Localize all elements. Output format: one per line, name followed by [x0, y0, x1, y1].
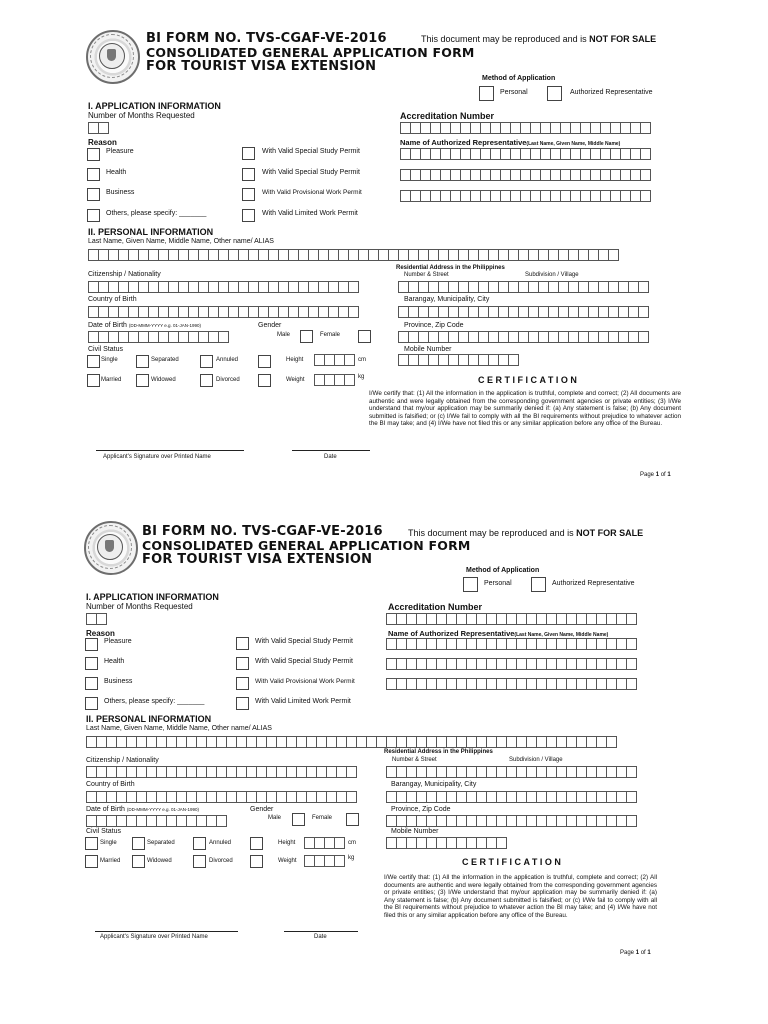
- reason-label-others: Others, please specify: _______: [106, 210, 207, 217]
- form-title-line2: FOR TOURIST VISA EXTENSION: [146, 59, 377, 74]
- height-field[interactable]: [304, 837, 344, 849]
- permit-label-study-2: With Valid Special Study Permit: [262, 169, 360, 176]
- permit-checkbox-limited-work[interactable]: [236, 697, 249, 710]
- authorized-rep-row-3[interactable]: [386, 678, 636, 690]
- method-of-application-label: Method of Application: [482, 75, 556, 82]
- weight-checkbox[interactable]: [258, 374, 271, 387]
- province-zip-label: Province, Zip Code: [404, 322, 464, 329]
- authorized-rep-label: Name of Authorized Representative(Last Name, Given Name, Middle Name): [400, 138, 621, 147]
- barangay-label: Barangay, Municipality, City: [404, 296, 490, 303]
- weight-field[interactable]: [314, 374, 354, 386]
- reason-checkbox-pleasure[interactable]: [85, 638, 98, 651]
- authorized-rep-row-1[interactable]: [386, 638, 636, 650]
- date-line: [292, 450, 370, 451]
- reproduction-notice: This document may be reproduced and is NOT FOR SALE: [421, 34, 657, 44]
- citizenship-field[interactable]: [86, 766, 356, 778]
- authorized-rep-row-2[interactable]: [386, 658, 636, 670]
- civil-checkbox-divorced[interactable]: [200, 374, 213, 387]
- page-indicator: Page 1 of 1: [620, 950, 651, 956]
- accreditation-number-label: Accreditation Number: [400, 111, 495, 121]
- civil-label-single: Single: [101, 357, 118, 363]
- reason-checkbox-business[interactable]: [85, 677, 98, 690]
- civil-checkbox-single[interactable]: [87, 355, 100, 368]
- method-authorized-label: Authorized Representative: [570, 89, 653, 96]
- form-title-line1: CONSOLIDATED GENERAL APPLICATION FORM: [142, 538, 471, 553]
- height-field[interactable]: [314, 354, 354, 366]
- height-label: Height: [286, 357, 304, 363]
- height-unit: cm: [348, 840, 356, 846]
- civil-label-annuled: Annuled: [216, 357, 239, 363]
- reason-checkbox-health[interactable]: [85, 657, 98, 670]
- certification-heading: CERTIFICATION: [462, 857, 564, 867]
- civil-label-widowed: Widowed: [147, 858, 172, 864]
- form-number: BI FORM NO. TVS-CGAF-VE-2016: [146, 31, 387, 46]
- civil-checkbox-single[interactable]: [85, 837, 98, 850]
- permit-label-limited-work: With Valid Limited Work Permit: [262, 210, 358, 217]
- months-requested-label: Number of Months Requested: [88, 111, 195, 120]
- civil-checkbox-separated[interactable]: [132, 837, 145, 850]
- birth-country-label: Country of Birth: [88, 296, 137, 303]
- weight-checkbox[interactable]: [250, 855, 263, 868]
- gender-label: Gender: [250, 806, 274, 813]
- page-indicator: Page 1 of 1: [640, 472, 671, 478]
- street-field[interactable]: [386, 766, 636, 778]
- street-field[interactable]: [398, 281, 648, 293]
- permit-label-provisional-work: With Valid Provisional Work Permit: [255, 678, 355, 685]
- signature-line: [96, 450, 244, 451]
- permit-label-study-2: With Valid Special Study Permit: [255, 658, 353, 665]
- permit-checkbox-limited-work[interactable]: [242, 209, 255, 222]
- date-line: [284, 931, 358, 932]
- method-authorized-checkbox[interactable]: [531, 577, 546, 592]
- section-application-information: I. APPLICATION INFORMATION: [86, 592, 219, 602]
- mobile-number-label: Mobile Number: [391, 828, 439, 835]
- mobile-number-field[interactable]: [398, 354, 518, 366]
- mobile-number-field[interactable]: [386, 837, 506, 849]
- bureau-seal-logo: [86, 30, 140, 84]
- civil-checkbox-widowed[interactable]: [132, 855, 145, 868]
- form-number: BI FORM NO. TVS-CGAF-VE-2016: [142, 524, 383, 539]
- method-personal-checkbox[interactable]: [463, 577, 478, 592]
- civil-checkbox-widowed[interactable]: [136, 374, 149, 387]
- method-personal-label: Personal: [484, 580, 512, 587]
- reason-label-others: Others, please specify: _______: [104, 698, 205, 705]
- full-name-field[interactable]: [88, 249, 618, 261]
- province-zip-label: Province, Zip Code: [391, 806, 451, 813]
- permit-label-provisional-work: With Valid Provisional Work Permit: [262, 189, 362, 196]
- weight-label: Weight: [286, 377, 305, 383]
- gender-male-label: Male: [268, 815, 282, 821]
- method-authorized-checkbox[interactable]: [547, 86, 562, 101]
- full-name-label: Last Name, Given Name, Middle Name, Other name/ ALIAS: [86, 725, 272, 732]
- residential-address-label: Residential Address in the Philippines: [396, 265, 505, 271]
- full-name-field[interactable]: [86, 736, 616, 748]
- reason-label: Reason: [88, 138, 117, 147]
- citizenship-label: Citizenship / Nationality: [88, 271, 161, 278]
- reason-checkbox-health[interactable]: [87, 168, 100, 181]
- certification-text: I/We certify that: (1) All the information in the application is truthful, complete and correct; (2) All documents are authentic and were legally obtained from the corresponding government agencies or private entities; (3) I/We understand that my/our application may be summarily denied if: (a) Any statement is false; (b) Any document submitted is falsified; or (c) I/We fail to comply with all the BI requirements without prejudice to whatever action the BI may take; and (4) I/We have not filed this or any similar application before any office of the Bureau.: [369, 390, 681, 428]
- accreditation-number-field[interactable]: [400, 122, 650, 134]
- reason-checkbox-pleasure[interactable]: [87, 148, 100, 161]
- method-personal-label: Personal: [500, 89, 528, 96]
- reproduction-notice: This document may be reproduced and is NOT FOR SALE: [408, 528, 644, 538]
- section-personal-information: II. PERSONAL INFORMATION: [88, 227, 214, 237]
- height-unit: cm: [358, 357, 366, 363]
- full-name-label: Last Name, Given Name, Middle Name, Other name/ ALIAS: [88, 238, 274, 245]
- gender-female-checkbox[interactable]: [346, 813, 359, 826]
- method-authorized-label: Authorized Representative: [552, 580, 635, 587]
- weight-unit: kg: [358, 374, 365, 380]
- height-checkbox[interactable]: [250, 837, 263, 850]
- reason-label-business: Business: [104, 678, 133, 685]
- reason-label-health: Health: [106, 169, 127, 176]
- permit-label-study-1: With Valid Special Study Permit: [255, 638, 353, 645]
- permit-label-study-1: With Valid Special Study Permit: [262, 148, 360, 155]
- province-zip-field[interactable]: [386, 815, 636, 827]
- signature-label: Applicant's Signature over Printed Name: [100, 934, 208, 940]
- birth-country-field[interactable]: [88, 306, 358, 318]
- form-copy-2: [0, 491, 768, 981]
- weight-label: Weight: [278, 858, 297, 864]
- permit-checkbox-provisional-work[interactable]: [242, 188, 255, 201]
- section-personal-information: II. PERSONAL INFORMATION: [86, 714, 212, 724]
- accreditation-number-label: Accreditation Number: [388, 602, 483, 612]
- reason-checkbox-business[interactable]: [87, 188, 100, 201]
- section-application-information: I. APPLICATION INFORMATION: [88, 101, 221, 111]
- number-street-label: Number & Street: [404, 272, 449, 278]
- reason-label-business: Business: [106, 189, 135, 196]
- weight-field[interactable]: [304, 855, 344, 867]
- civil-label-married: Married: [101, 377, 122, 383]
- date-label: Date: [314, 934, 327, 940]
- months-requested-label: Number of Months Requested: [86, 602, 193, 611]
- citizenship-field[interactable]: [88, 281, 358, 293]
- months-requested-field[interactable]: [86, 613, 106, 625]
- dob-field[interactable]: [88, 331, 228, 343]
- civil-label-separated: Separated: [151, 357, 179, 363]
- civil-checkbox-married[interactable]: [87, 374, 100, 387]
- citizenship-label: Citizenship / Nationality: [86, 757, 159, 764]
- months-requested-field[interactable]: [88, 122, 108, 134]
- subdivision-label: Subdivision / Village: [525, 272, 579, 278]
- civil-checkbox-annuled[interactable]: [193, 837, 206, 850]
- reason-checkbox-others[interactable]: [85, 697, 98, 710]
- number-street-label: Number & Street: [392, 757, 437, 763]
- civil-checkbox-separated[interactable]: [136, 355, 149, 368]
- civil-label-separated: Separated: [147, 840, 175, 846]
- bureau-seal-logo: [84, 521, 138, 575]
- permit-checkbox-study-1[interactable]: [242, 147, 255, 160]
- permit-checkbox-provisional-work[interactable]: [236, 677, 249, 690]
- certification-text: I/We certify that: (1) All the information in the application is truthful, complete and correct; (2) All documents are authentic and were legally obtained from the corresponding government agencies or private entities; (3) I/We understand that my/our application may be summarily denied if: (a) Any statement is false; (b) Any document submitted is falsified; or (c) I/We fail to comply with all the BI requirements without prejudice to whatever action the BI may take; and (4) I/We have not filed this or any similar application before any office of the Bureau.: [384, 874, 657, 919]
- reason-label-pleasure: Pleasure: [104, 638, 132, 645]
- authorized-rep-row-2[interactable]: [400, 169, 650, 181]
- barangay-label: Barangay, Municipality, City: [391, 781, 477, 788]
- form-copy-1: [0, 0, 768, 490]
- dob-field[interactable]: [86, 815, 226, 827]
- signature-label: Applicant's Signature over Printed Name: [103, 454, 211, 460]
- height-label: Height: [278, 840, 296, 846]
- civil-checkbox-divorced[interactable]: [193, 855, 206, 868]
- reason-label-pleasure: Pleasure: [106, 148, 134, 155]
- signature-line: [95, 931, 238, 932]
- permit-label-limited-work: With Valid Limited Work Permit: [255, 698, 351, 705]
- gender-label: Gender: [258, 322, 282, 329]
- birth-country-field[interactable]: [86, 791, 356, 803]
- permit-checkbox-study-2[interactable]: [236, 657, 249, 670]
- certification-heading: CERTIFICATION: [478, 375, 580, 385]
- dob-label: Date of Birth (DD-MMM-YYYY e.g. 01-JAN-1990): [86, 806, 200, 813]
- reason-checkbox-others[interactable]: [87, 209, 100, 222]
- province-zip-field[interactable]: [398, 331, 648, 343]
- dob-label: Date of Birth (DD-MMM-YYYY e.g. 01-JAN-1990): [88, 322, 202, 329]
- civil-label-divorced: Divorced: [216, 377, 240, 383]
- weight-unit: kg: [348, 855, 355, 861]
- civil-label-married: Married: [100, 858, 121, 864]
- civil-label-single: Single: [100, 840, 117, 846]
- form-title-line1: CONSOLIDATED GENERAL APPLICATION FORM: [146, 45, 475, 60]
- authorized-rep-row-1[interactable]: [400, 148, 650, 160]
- barangay-field[interactable]: [386, 791, 636, 803]
- gender-female-checkbox[interactable]: [358, 330, 371, 343]
- reason-label: Reason: [86, 629, 115, 638]
- civil-status-label: Civil Status: [86, 828, 122, 835]
- civil-label-widowed: Widowed: [151, 377, 176, 383]
- height-checkbox[interactable]: [258, 355, 271, 368]
- permit-checkbox-study-2[interactable]: [242, 168, 255, 181]
- barangay-field[interactable]: [398, 306, 648, 318]
- form-title-line2: FOR TOURIST VISA EXTENSION: [142, 552, 373, 567]
- gender-female-label: Female: [312, 815, 333, 821]
- permit-checkbox-study-1[interactable]: [236, 637, 249, 650]
- method-personal-checkbox[interactable]: [479, 86, 494, 101]
- gender-male-label: Male: [277, 332, 291, 338]
- civil-label-divorced: Divorced: [209, 858, 233, 864]
- method-of-application-label: Method of Application: [466, 567, 540, 574]
- residential-address-label: Residential Address in the Philippines: [384, 749, 493, 755]
- civil-checkbox-married[interactable]: [85, 855, 98, 868]
- authorized-rep-label: Name of Authorized Representative(Last Name, Given Name, Middle Name): [388, 629, 609, 638]
- reason-label-health: Health: [104, 658, 125, 665]
- gender-male-checkbox[interactable]: [300, 330, 313, 343]
- subdivision-label: Subdivision / Village: [509, 757, 563, 763]
- civil-label-annuled: Annuled: [209, 840, 232, 846]
- authorized-rep-row-3[interactable]: [400, 190, 650, 202]
- birth-country-label: Country of Birth: [86, 781, 135, 788]
- gender-female-label: Female: [320, 332, 341, 338]
- gender-male-checkbox[interactable]: [292, 813, 305, 826]
- civil-checkbox-annuled[interactable]: [200, 355, 213, 368]
- date-label: Date: [324, 454, 337, 460]
- civil-status-label: Civil Status: [88, 346, 124, 353]
- accreditation-number-field[interactable]: [386, 613, 636, 625]
- mobile-number-label: Mobile Number: [404, 346, 452, 353]
